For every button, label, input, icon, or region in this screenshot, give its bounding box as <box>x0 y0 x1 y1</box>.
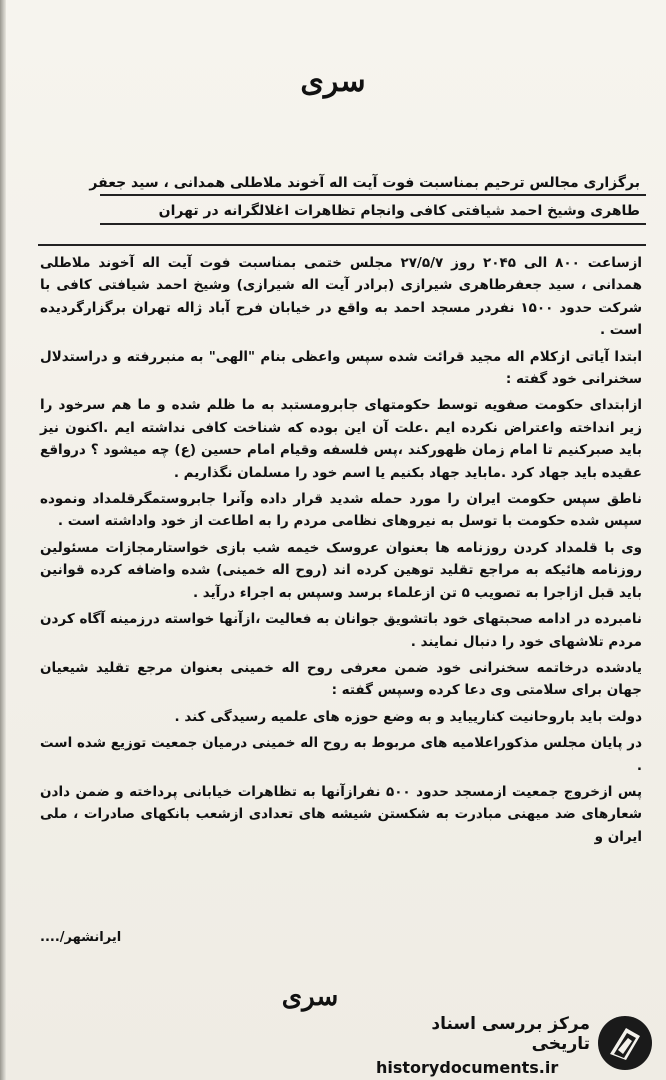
paragraph: در پایان مجلس مذکوراعلامیه های مربوط به روح اله خمینی درمیان جمعیت توزیع شده است . <box>40 735 642 774</box>
subject-line-2: طاهری وشیخ احمد شیافتی کافی وانجام تظاهرات اغلالگرانه در تهران <box>158 203 640 219</box>
watermark <box>376 1010 660 1077</box>
subject-underline <box>100 194 646 196</box>
paragraph: ناطق سپس حکومت ایران را مورد حمله شدید قرار داده وآنرا جابروستمگرقلمداد ونموده سپس شده حکومت با توسل به نیروهای نظامی مردم را به اطاعت از خود واداشته است . <box>40 491 642 530</box>
archive-logo-icon <box>596 1014 654 1072</box>
paragraph: نامبرده در ادامه صحبتهای خود باتشویق جوانان به فعالیت ،ازآنها خواسته درزمینه آگاه کردن مردم تلاشهای خود را دنبال نمایند . <box>40 611 642 650</box>
watermark-title: مرکز بررسی اسناد تاریخی <box>431 1014 590 1054</box>
report-body <box>40 252 642 852</box>
signoff: ایرانشهر/.... <box>40 930 122 945</box>
watermark-text <box>370 1014 590 1077</box>
paragraph: یادشده درخاتمه سخنرانی خود ضمن معرفی روح اله خمینی بعنوان مرجع تقلید شیعیان جهان برای سلامتی وی دعا کرده وسپس گفته : <box>40 659 642 699</box>
paragraph: ازابتدای حکومت صفویه توسط حکومتهای جابرومستبد به ما ظلم شده و ما هم سرخود را زیر انداخته واعتراض نکرده ایم .علت آن این بوده که شناخت کافی نداشته ایم .اکنون نیز باید صبرکنیم تا امام زمان ظهورکند ،پس فلسفه وقیام امام حسین (ع) چه میشود ؟ درواقع عقیده باید جهاد کرد .ماباید جهاد بکنیم یا اسم خود را مسلمان نگذاریم . <box>40 397 642 481</box>
subject-line-1: برگزاری مجالس ترحیم بمناسبت فوت آیت اله آخوند ملاطلی همدانی ، سید جعفر <box>89 175 640 191</box>
watermark-url[interactable]: historydocuments.ir <box>376 1058 559 1077</box>
section-separator <box>38 244 646 246</box>
classification-stamp-top: سری <box>300 64 366 99</box>
subject-underline <box>100 223 646 225</box>
paragraph: دولت باید باروحانیت کنارییاید و به وضع حوزه های علمیه رسیدگی کند . <box>174 708 642 725</box>
classification-stamp-bottom: سری <box>281 982 339 1012</box>
paragraph: وی با قلمداد کردن روزنامه ها بعنوان عروسک خیمه شب بازی خواستارمجازات مسئولین روزنامه هائیکه به مراجع تقلید توهین کرده اند (روح اله خمینی) شده واضافه کرده قوانین باید قبل ازاجرا به تصویب ۵ تن ازعلماء برسد وسپس به اجراء درآید . <box>40 539 642 601</box>
paragraph: ابتدا آیاتی ازکلام اله مجید قرائت شده سپس واعظی بنام "الهی" به منبررفته و دراستدلال سخنرانی خود گفته : <box>40 348 642 388</box>
paragraph: ازساعت ۸۰۰ الی ۲۰۴۵ روز ۲۷/۵/۷ مجلس ختمی بمناسبت فوت آیت اله آخوند ملاطلی همدانی ، سید جعفرطاهری شیرازی (برادر آیت اله شیرازی) وشیخ احمد شیافتی کافی با شرکت حدود ۱۵۰۰ نفردر مسجد احمد به واقع در خیابان فرح آباد ژاله تهران برگزارگردیده است . <box>40 255 643 339</box>
scan-edge <box>0 0 6 1080</box>
paragraph: پس ازخروج جمعیت ازمسجد حدود ۵۰۰ نفرازآنها به تظاهرات خیابانی پرداخته و ضمن دادن شعارهای ضد میهنی مبادرت به شکستن شیشه های تعدادی ازشعب بانکهای صادرات ، ملی ایران و <box>40 783 643 845</box>
